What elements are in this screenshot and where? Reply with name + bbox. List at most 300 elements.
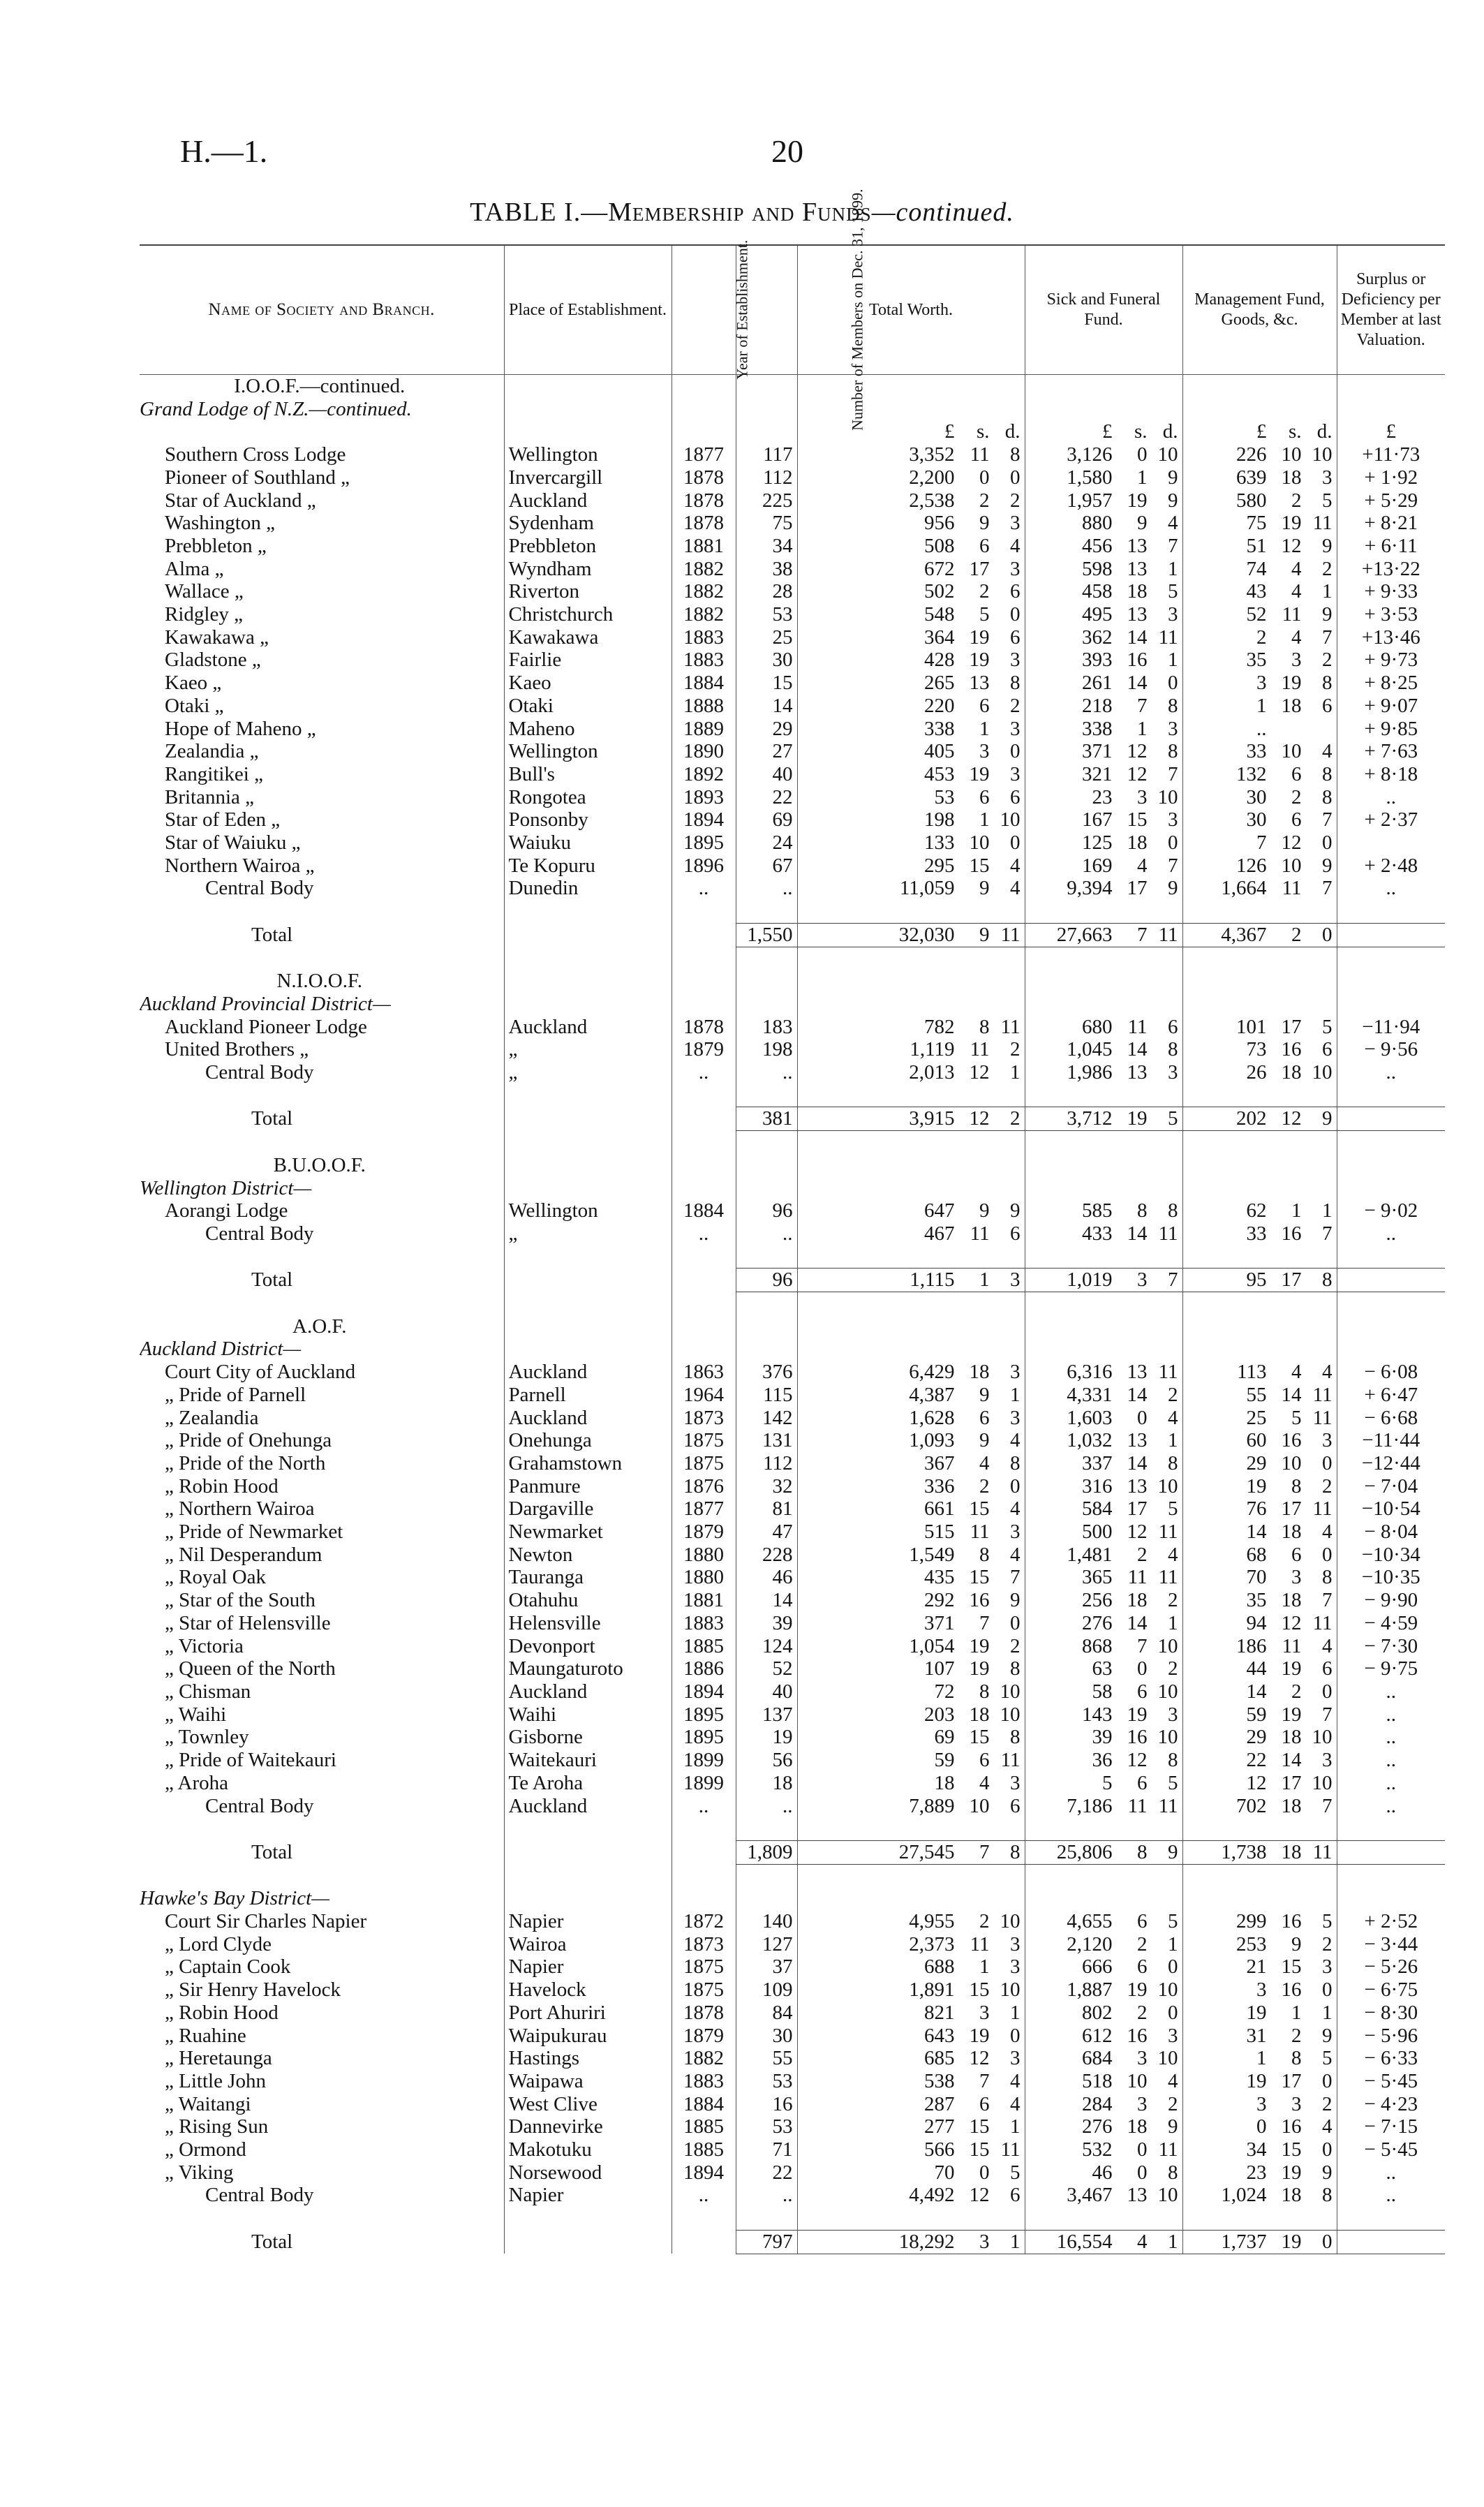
- place-of-establishment: Norsewood: [504, 2161, 671, 2184]
- surplus-deficiency: + 2·48: [1337, 855, 1445, 878]
- empty-cell: [736, 900, 797, 923]
- total-worth-parts: [802, 2115, 1021, 2138]
- management-fund-parts: [1187, 763, 1333, 786]
- place-of-establishment: Dargaville: [504, 1497, 671, 1521]
- sick-funeral-fund: [1025, 672, 1182, 695]
- empty-cell: [504, 947, 671, 970]
- empty-cell: [1337, 1154, 1445, 1177]
- sick-funeral-fund-pence: 2: [1168, 1589, 1178, 1612]
- empty-cell: [797, 947, 1025, 970]
- year-established: 1875: [671, 1429, 736, 1452]
- total-management-fund: [1182, 1269, 1337, 1292]
- total-worth-shillings: 8: [979, 1543, 990, 1566]
- member-count: 22: [736, 2161, 797, 2184]
- total-worth-parts: [802, 2025, 1021, 2048]
- total-worth-pence: 4: [1010, 534, 1021, 557]
- management-fund-pounds: 19: [1246, 2069, 1267, 2092]
- management-fund-parts: [1187, 649, 1333, 672]
- unit-pence: d.: [1162, 420, 1178, 443]
- sick-funeral-fund-pence: 9: [1168, 466, 1178, 489]
- sick-funeral-fund-shillings: 12: [1127, 762, 1148, 785]
- sick-funeral-fund-pounds: 9,394: [1067, 877, 1113, 900]
- empty-cell: [1025, 1154, 1182, 1177]
- total-worth: [797, 2230, 1025, 2254]
- management-fund-shillings: 14: [1281, 1749, 1302, 1772]
- total-worth: [797, 763, 1025, 786]
- empty-cell: [504, 1817, 671, 1840]
- management-fund-shillings: 18: [1281, 1794, 1302, 1817]
- total-worth-shillings: 15: [969, 1566, 990, 1589]
- table-row: [140, 1612, 1445, 1635]
- total-worth-pence: 8: [1010, 1657, 1021, 1680]
- total-worth: [797, 808, 1025, 831]
- total-worth-shillings: 2: [979, 489, 990, 512]
- sick-funeral-fund-parts: [1030, 580, 1178, 603]
- total-worth-pounds: 672: [924, 557, 955, 580]
- empty-cell: [1337, 1315, 1445, 1338]
- branch-name: Washington „: [165, 512, 275, 535]
- total-worth-pence: 10: [1000, 1703, 1021, 1726]
- total-worth-parts: [802, 489, 1021, 512]
- empty-cell: [1025, 2207, 1182, 2230]
- empty-cell: [736, 1084, 797, 1107]
- sick-funeral-fund-pence: 10: [1157, 1726, 1178, 1749]
- sick-funeral-fund: [1025, 786, 1182, 809]
- empty-cell: [504, 2230, 671, 2254]
- management-fund-shillings: 11: [1282, 603, 1302, 626]
- table-row: [140, 831, 1445, 855]
- sick-funeral-fund: [1025, 1749, 1182, 1772]
- sick-funeral-fund-pounds: 4,331: [1067, 1383, 1113, 1406]
- member-count: 34: [736, 535, 797, 558]
- sick-funeral-fund: [1025, 1703, 1182, 1726]
- table-row: [140, 808, 1445, 831]
- sick-funeral-fund-parts: [1030, 1452, 1178, 1475]
- total-worth-shillings: 17: [969, 557, 990, 580]
- management-fund-pounds: 43: [1246, 580, 1267, 603]
- management-fund-shillings: 2: [1291, 1680, 1302, 1703]
- empty-cell: [1025, 1131, 1182, 1154]
- empty-cell: [1182, 1131, 1337, 1154]
- sick-funeral-fund: [1025, 1933, 1182, 1956]
- year-established: 1894: [671, 808, 736, 831]
- sick-funeral-fund-pence: 3: [1168, 808, 1178, 831]
- total-worth: [797, 603, 1025, 626]
- management-fund-pence: 0: [1322, 1979, 1333, 2002]
- total-worth-pounds: 1,119: [910, 1038, 955, 1061]
- place-of-establishment: Wairoa: [504, 1933, 671, 1956]
- management-fund: [1182, 1038, 1337, 1061]
- empty-cell: [1025, 1817, 1182, 1840]
- empty-cell: [671, 970, 736, 993]
- sick-funeral-fund-parts: [1030, 740, 1178, 763]
- empty-cell: [736, 970, 797, 993]
- management-fund: [1182, 1612, 1337, 1635]
- empty-cell: [140, 1245, 504, 1269]
- total-sick-fund-pence: 5: [1168, 1107, 1178, 1130]
- management-fund-shillings: 18: [1281, 1726, 1302, 1749]
- year-established: 1878: [671, 466, 736, 489]
- place-of-establishment: Napier: [504, 1910, 671, 1933]
- surplus-deficiency: + 2·52: [1337, 1910, 1445, 1933]
- management-fund-pence: 2: [1322, 2092, 1333, 2115]
- title-prefix: TABLE I.—: [470, 198, 609, 227]
- management-fund-pence: 5: [1322, 1909, 1333, 1932]
- sick-funeral-fund-shillings: 14: [1127, 1222, 1148, 1245]
- member-count: 81: [736, 1497, 797, 1521]
- total-worth-pence: 6: [1010, 626, 1021, 649]
- total-worth-parts: [802, 2231, 1021, 2254]
- table-row: [140, 1475, 1445, 1498]
- sick-funeral-fund-shillings: 13: [1127, 1429, 1148, 1452]
- management-fund-pounds: 30: [1246, 785, 1267, 808]
- management-fund-shillings: 3: [1291, 2092, 1302, 2115]
- table-row: [140, 786, 1445, 809]
- sick-funeral-fund-shillings: 13: [1127, 2184, 1148, 2207]
- total-sick-fund-parts: [1030, 924, 1178, 947]
- total-label: Total: [251, 923, 293, 946]
- surplus-deficiency: − 6·33: [1337, 2047, 1445, 2070]
- total-worth-pence: 10: [1000, 808, 1021, 831]
- total-worth-pounds: 292: [924, 1589, 955, 1612]
- title-caps: Membership and Funds: [608, 198, 872, 227]
- total-worth-pence: 3: [1010, 1771, 1021, 1794]
- total-worth-pounds: 4,492: [909, 2184, 955, 2207]
- management-fund-shillings: 18: [1281, 1521, 1302, 1544]
- management-fund-parts: [1187, 1910, 1333, 1933]
- total-worth-pence: 3: [1010, 1269, 1021, 1292]
- surplus-deficiency: − 5·45: [1337, 2070, 1445, 2093]
- place-of-establishment: Dannevirke: [504, 2115, 671, 2138]
- total-worth-pounds: 295: [924, 854, 955, 877]
- surplus-deficiency: ..: [1337, 1680, 1445, 1703]
- management-fund: [1182, 443, 1337, 466]
- total-worth: [797, 1407, 1025, 1430]
- management-fund-pounds: 299: [1236, 1909, 1267, 1932]
- total-management-fund-pounds: 1,737: [1221, 2230, 1267, 2253]
- branch-name: „ Pride of Newmarket: [165, 1521, 343, 1544]
- sick-funeral-fund-pounds: 585: [1082, 1199, 1113, 1222]
- total-worth-pence: 6: [1010, 2184, 1021, 2207]
- sick-funeral-fund-shillings: 3: [1137, 2092, 1148, 2115]
- sick-funeral-fund-pence: 2: [1168, 1657, 1178, 1680]
- place-of-establishment: Bull's: [504, 763, 671, 786]
- total-worth-pounds: 548: [924, 603, 955, 626]
- management-fund-shillings: 17: [1281, 1497, 1302, 1521]
- place-of-establishment: Panmure: [504, 1475, 671, 1498]
- sick-funeral-fund: [1025, 1589, 1182, 1612]
- section-heading: N.I.O.O.F.: [276, 970, 363, 993]
- table-row: [140, 1933, 1445, 1956]
- sick-funeral-fund-shillings: 8: [1137, 1199, 1148, 1222]
- sick-funeral-fund-parts: [1030, 1979, 1178, 2002]
- surplus-deficiency: − 5·96: [1337, 2025, 1445, 2048]
- management-fund: [1182, 1452, 1337, 1475]
- spacer-row: [140, 1084, 1445, 1107]
- total-worth-pence: 3: [1010, 1932, 1021, 1955]
- sick-funeral-fund-parts: [1030, 2070, 1178, 2093]
- total-worth-pence: 6: [1010, 785, 1021, 808]
- header-row: [140, 245, 1445, 375]
- total-sick-fund-shillings: 19: [1127, 1107, 1148, 1130]
- sick-funeral-fund-pounds: 584: [1082, 1497, 1113, 1521]
- management-fund: [1182, 466, 1337, 489]
- sick-funeral-fund-pence: 11: [1158, 1521, 1178, 1544]
- sick-funeral-fund-shillings: 14: [1127, 1038, 1148, 1061]
- total-worth-pounds: 1,549: [909, 1543, 955, 1566]
- management-fund-pounds: 29: [1246, 1726, 1267, 1749]
- unit-shilling: s.: [1288, 420, 1302, 443]
- year-established: 1899: [671, 1749, 736, 1772]
- management-fund: [1182, 1680, 1337, 1703]
- empty-cell: [504, 1887, 671, 1910]
- total-sick-fund-parts: [1030, 1841, 1178, 1864]
- empty-cell: [797, 970, 1025, 993]
- year-established: 1878: [671, 512, 736, 535]
- sick-funeral-fund-pounds: 63: [1092, 1657, 1113, 1680]
- branch-name: Central Body: [205, 1794, 314, 1817]
- branch-name: „ Viking: [165, 2161, 234, 2184]
- total-worth-pence: 0: [1010, 2024, 1021, 2047]
- total-worth-shillings: 6: [979, 694, 990, 717]
- sick-funeral-fund: [1025, 512, 1182, 535]
- sick-funeral-fund-pence: 9: [1168, 877, 1178, 900]
- place-of-establishment: Kaeo: [504, 672, 671, 695]
- management-fund-pence: 7: [1322, 1222, 1333, 1245]
- place-of-establishment: Waiuku: [504, 831, 671, 855]
- sick-funeral-fund: [1025, 1497, 1182, 1521]
- management-fund-pence: 0: [1322, 2069, 1333, 2092]
- sick-funeral-fund: [1025, 855, 1182, 878]
- year-established: 1884: [671, 1199, 736, 1222]
- management-fund-parts: [1187, 1199, 1333, 1222]
- management-fund-pounds: 580: [1236, 489, 1267, 512]
- total-worth-parts: [802, 2093, 1021, 2116]
- branch-name: „ Robin Hood: [165, 1474, 279, 1497]
- branch-name: „ Pride of Waitekauri: [165, 1749, 336, 1772]
- total-worth-pence: 3: [1010, 762, 1021, 785]
- sick-funeral-fund: [1025, 2002, 1182, 2025]
- total-row: [140, 923, 1445, 947]
- empty-cell: [1025, 1887, 1182, 1910]
- branch-name: „ Star of the South: [165, 1589, 316, 1612]
- total-worth: [797, 1429, 1025, 1452]
- total-sick-fund-pounds: 1,019: [1067, 1269, 1113, 1292]
- table-row: [140, 626, 1445, 649]
- total-worth: [797, 512, 1025, 535]
- total-worth-parts: [802, 1657, 1021, 1680]
- total-row: [140, 1269, 1445, 1292]
- place-of-establishment: Auckland: [504, 1680, 671, 1703]
- year-established: 1894: [671, 1680, 736, 1703]
- total-worth-parts: [802, 1199, 1021, 1222]
- sick-funeral-fund-parts: [1030, 808, 1178, 831]
- sick-funeral-fund-parts: [1030, 763, 1178, 786]
- sick-funeral-fund-parts: [1030, 672, 1178, 695]
- total-worth-shillings: 2: [979, 580, 990, 603]
- sick-funeral-fund-pounds: 362: [1082, 626, 1113, 649]
- management-fund-parts: [1187, 877, 1333, 900]
- member-count: 19: [736, 1726, 797, 1749]
- total-worth-parts: [802, 1407, 1021, 1430]
- total-worth-pounds: 428: [924, 649, 955, 672]
- total-sick-fund-pence: 7: [1168, 1269, 1178, 1292]
- table-row: [140, 2025, 1445, 2048]
- member-count: 14: [736, 695, 797, 718]
- total-surplus: [1337, 1269, 1445, 1292]
- sick-funeral-fund-pence: 7: [1168, 854, 1178, 877]
- table-row: [140, 580, 1445, 603]
- member-count: 16: [736, 2093, 797, 2116]
- year-established: 1883: [671, 626, 736, 649]
- empty-cell: [504, 1338, 671, 1361]
- table-row: [140, 1795, 1445, 1818]
- empty-cell: [1025, 1315, 1182, 1338]
- management-fund: [1182, 1361, 1337, 1384]
- total-worth-shillings: 11: [970, 1038, 990, 1061]
- total-worth-parts: [802, 1841, 1021, 1864]
- sick-funeral-fund-shillings: 14: [1127, 1383, 1148, 1406]
- sick-funeral-fund-pounds: 3,467: [1067, 2184, 1113, 2207]
- district-heading-row: [140, 1887, 1445, 1910]
- management-fund-pounds: 1,024: [1221, 2184, 1267, 2207]
- management-fund: [1182, 1061, 1337, 1084]
- branch-name: „ Chisman: [165, 1680, 251, 1703]
- sick-funeral-fund-pounds: 456: [1082, 534, 1113, 557]
- total-worth-pence: 0: [1010, 1474, 1021, 1497]
- member-count: 25: [736, 626, 797, 649]
- sick-funeral-fund: [1025, 1038, 1182, 1061]
- management-fund-pounds: 186: [1236, 1634, 1267, 1657]
- table-row: [140, 718, 1445, 741]
- management-fund-parts: [1187, 1384, 1333, 1407]
- total-worth-pence: 4: [1010, 2092, 1021, 2115]
- empty-cell: [736, 1131, 797, 1154]
- management-fund-parts: [1187, 718, 1333, 741]
- sick-funeral-fund-shillings: 18: [1127, 2115, 1148, 2138]
- table-row: [140, 1749, 1445, 1772]
- total-worth: [797, 1475, 1025, 1498]
- sick-funeral-fund-parts: [1030, 1038, 1178, 1061]
- year-established: 1890: [671, 740, 736, 763]
- year-established: 1872: [671, 1910, 736, 1933]
- management-fund: [1182, 1384, 1337, 1407]
- sick-funeral-fund-pounds: 3,126: [1067, 443, 1113, 466]
- total-worth-parts: [802, 580, 1021, 603]
- management-fund-pence: 4: [1322, 1361, 1333, 1384]
- empty-cell: [797, 900, 1025, 923]
- sick-funeral-fund-pounds: 393: [1082, 649, 1113, 672]
- sick-funeral-fund-parts: [1030, 1657, 1178, 1680]
- sick-funeral-fund: [1025, 831, 1182, 855]
- place-of-establishment: Makotuku: [504, 2138, 671, 2161]
- spacer-row: [140, 947, 1445, 970]
- total-management-fund-shillings: 12: [1281, 1107, 1302, 1130]
- total-members: 381: [736, 1107, 797, 1131]
- surplus-deficiency: − 8·30: [1337, 2002, 1445, 2025]
- management-fund-pounds: 60: [1246, 1429, 1267, 1452]
- management-fund-pence: 4: [1322, 2115, 1333, 2138]
- total-worth-shillings: 1: [979, 1955, 990, 1979]
- management-fund: [1182, 1429, 1337, 1452]
- management-fund: [1182, 1933, 1337, 1956]
- total-worth-pence: 6: [1010, 1222, 1021, 1245]
- spacer-row: [140, 1817, 1445, 1840]
- management-fund: [1182, 672, 1337, 695]
- sick-funeral-fund-pounds: 495: [1082, 603, 1113, 626]
- year-established: 1875: [671, 1955, 736, 1979]
- place-of-establishment: Ponsonby: [504, 808, 671, 831]
- total-worth-shillings: 5: [979, 603, 990, 626]
- total-members: 1,550: [736, 923, 797, 947]
- management-fund-pounds: 101: [1236, 1015, 1267, 1038]
- sick-funeral-fund-parts: [1030, 1635, 1178, 1658]
- total-worth-parts: [802, 1680, 1021, 1703]
- management-fund-shillings: 19: [1281, 672, 1302, 695]
- empty-cell: [671, 1840, 736, 1864]
- empty-cell: [671, 993, 736, 1016]
- branch-name: Rangitikei „: [165, 762, 263, 785]
- surplus-deficiency: + 9·33: [1337, 580, 1445, 603]
- management-fund-pounds: 34: [1246, 2138, 1267, 2161]
- management-fund-shillings: 19: [1281, 1703, 1302, 1726]
- table-row: [140, 877, 1445, 900]
- total-worth-parts: [802, 2138, 1021, 2161]
- table-row: [140, 1726, 1445, 1749]
- total-worth-parts: [802, 603, 1021, 626]
- sick-funeral-fund-shillings: 14: [1127, 1451, 1148, 1474]
- sick-funeral-fund-pence: 5: [1168, 580, 1178, 603]
- total-worth: [797, 1979, 1025, 2002]
- year-established: 1879: [671, 1521, 736, 1544]
- management-fund-pounds: 132: [1236, 762, 1267, 785]
- table-title: [0, 197, 1484, 228]
- sick-funeral-fund-pounds: 167: [1082, 808, 1113, 831]
- management-fund-pence: 2: [1322, 649, 1333, 672]
- total-sick-fund-pounds: 27,663: [1056, 923, 1113, 946]
- sick-funeral-fund-parts: [1030, 603, 1178, 626]
- total-worth-pence: 1: [1010, 1061, 1021, 1084]
- place-of-establishment: Invercargill: [504, 466, 671, 489]
- total-worth: [797, 2161, 1025, 2184]
- management-fund-pounds: 29: [1246, 1451, 1267, 1474]
- total-worth: [797, 2093, 1025, 2116]
- year-established: 1895: [671, 831, 736, 855]
- sick-funeral-fund-shillings: 18: [1127, 831, 1148, 855]
- management-fund-pounds: 3: [1256, 2092, 1267, 2115]
- sick-funeral-fund-pence: 10: [1157, 443, 1178, 466]
- management-fund: [1182, 1199, 1337, 1222]
- sick-funeral-fund-pounds: 880: [1082, 512, 1113, 535]
- management-fund-parts: [1187, 1749, 1333, 1772]
- empty-cell: [504, 970, 671, 993]
- branch-name: „ Sir Henry Havelock: [165, 1979, 341, 2002]
- total-worth-pounds: 2,373: [909, 1932, 955, 1955]
- sick-fund-units: [1025, 420, 1182, 443]
- empty-cell: [797, 1817, 1025, 1840]
- empty-cell: [1182, 1292, 1337, 1315]
- total-worth: [797, 1840, 1025, 1864]
- empty-cell: [671, 1338, 736, 1361]
- empty-cell: [671, 2207, 736, 2230]
- sick-funeral-fund-shillings: 12: [1127, 740, 1148, 763]
- table-row: [140, 489, 1445, 512]
- unit-shilling: s.: [976, 420, 990, 443]
- management-fund-pounds: 33: [1246, 1222, 1267, 1245]
- year-established: 1873: [671, 1407, 736, 1430]
- management-fund-parts: [1187, 1407, 1333, 1430]
- sick-funeral-fund-pounds: 23: [1092, 785, 1113, 808]
